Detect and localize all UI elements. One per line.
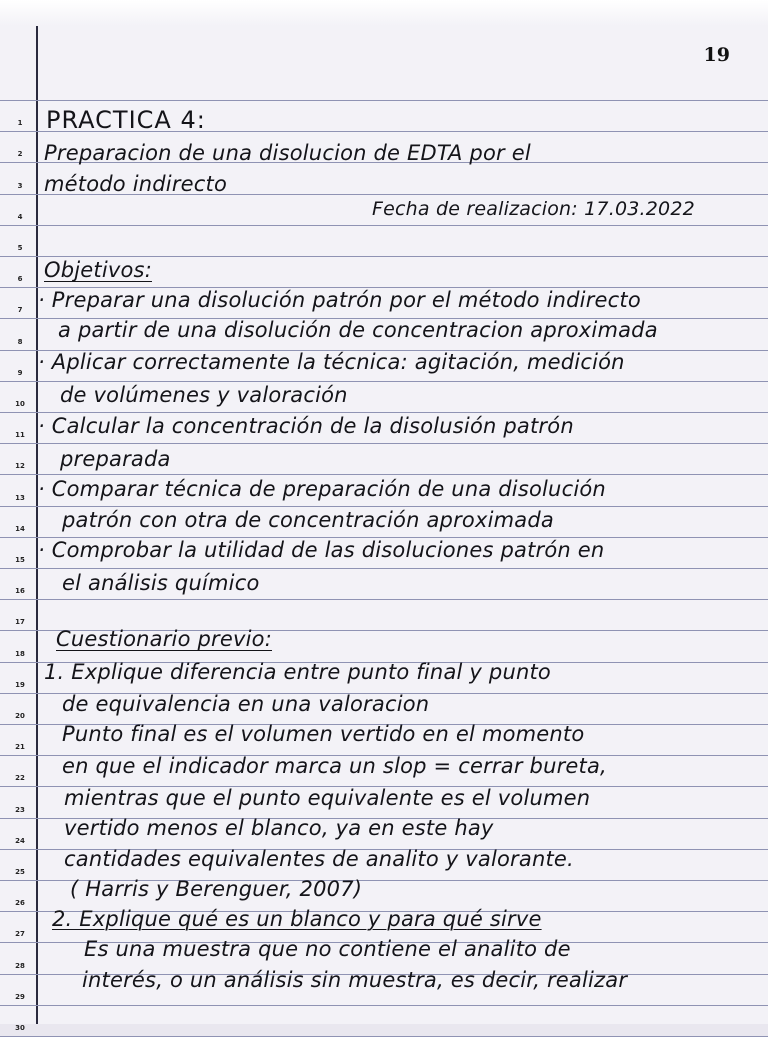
line-number: 26 xyxy=(15,899,25,907)
line-number: 25 xyxy=(15,868,25,876)
line-number: 21 xyxy=(15,743,25,751)
objective-line: · Comparar técnica de preparación de una disolución xyxy=(38,477,606,501)
ruled-line xyxy=(0,443,768,444)
date-label: Fecha de realizacion: 17.03.2022 xyxy=(372,198,695,220)
answer-line: Es una muestra que no contiene el analito de xyxy=(84,937,571,961)
line-number: 27 xyxy=(15,930,25,938)
objective-line: a partir de una disolución de concentracion aproximada xyxy=(58,318,658,342)
objective-line: · Comprobar la utilidad de las disoluciones patrón en xyxy=(38,538,605,562)
questionnaire-heading: Cuestionario previo: xyxy=(56,627,272,651)
answer-line: Punto final es el volumen vertido en el momento xyxy=(62,722,585,746)
citation-line: ( Harris y Berenguer, 2007) xyxy=(70,877,363,901)
line-number: 16 xyxy=(15,587,25,595)
question-line: de equivalencia en una valoracion xyxy=(62,692,430,716)
line-number: 30 xyxy=(15,1024,25,1032)
ruled-line xyxy=(0,412,768,413)
line-number: 24 xyxy=(15,837,25,845)
question-line: 1. Explique diferencia entre punto final y punto xyxy=(44,660,551,684)
ruled-line xyxy=(0,225,768,226)
line-number: 19 xyxy=(15,681,25,689)
subtitle-line-2: método indirecto xyxy=(44,172,228,196)
objective-line: · Calcular la concentración de la disolusión patrón xyxy=(38,414,574,438)
line-number: 4 xyxy=(17,213,23,221)
subtitle-line-1: Preparacion de una disolucion de EDTA por el xyxy=(44,141,531,165)
line-number: 5 xyxy=(17,244,23,252)
ruled-line xyxy=(0,568,768,569)
answer-line: interés, o un análisis sin muestra, es decir, realizar xyxy=(82,968,628,992)
ruled-line xyxy=(0,599,768,600)
question-line: 2. Explique qué es un blanco y para qué sirve xyxy=(52,907,542,931)
objective-line: preparada xyxy=(60,447,171,471)
line-number: 15 xyxy=(15,556,25,564)
line-number: 20 xyxy=(15,712,25,720)
line-number: 13 xyxy=(15,494,25,502)
page-top-edge xyxy=(0,0,768,26)
ruled-line xyxy=(0,381,768,382)
line-number: 17 xyxy=(15,618,25,626)
line-number: 3 xyxy=(17,182,23,190)
ruled-line xyxy=(0,506,768,507)
objective-line: de volúmenes y valoración xyxy=(60,383,348,407)
line-number: 2 xyxy=(17,150,23,158)
answer-line: mientras que el punto equivalente es el volumen xyxy=(64,786,591,810)
line-number: 14 xyxy=(15,525,25,533)
objective-line: · Aplicar correctamente la técnica: agitación, medición xyxy=(38,350,625,374)
objective-line: el análisis químico xyxy=(62,571,260,595)
line-number: 11 xyxy=(15,431,25,439)
ruled-line xyxy=(0,474,768,475)
ruled-line xyxy=(0,256,768,257)
objective-line: · Preparar una disolución patrón por el método indirecto xyxy=(38,288,641,312)
line-number: 28 xyxy=(15,962,25,970)
line-number: 18 xyxy=(15,650,25,658)
line-number: 10 xyxy=(15,400,25,408)
page-number: 19 xyxy=(703,44,730,66)
objectives-heading: Objetivos: xyxy=(44,258,152,282)
objective-line: patrón con otra de concentración aproximada xyxy=(62,508,554,532)
line-number: 12 xyxy=(15,462,25,470)
ruled-line xyxy=(0,100,768,101)
line-number: 1 xyxy=(17,119,23,127)
line-number: 6 xyxy=(17,275,23,283)
line-number: 22 xyxy=(15,774,25,782)
line-number: 8 xyxy=(17,338,23,346)
practice-title: PRACTICA 4: xyxy=(46,106,206,134)
line-number: 9 xyxy=(17,369,23,377)
line-number: 23 xyxy=(15,806,25,814)
answer-line: vertido menos el blanco, ya en este hay xyxy=(64,816,494,840)
margin-line xyxy=(36,26,38,1024)
answer-line: en que el indicador marca un slop = cerrar bureta, xyxy=(62,754,607,778)
line-number: 29 xyxy=(15,993,25,1001)
line-number: 7 xyxy=(17,306,23,314)
ruled-line xyxy=(0,1005,768,1006)
answer-line: cantidades equivalentes de analito y valorante. xyxy=(64,847,574,871)
